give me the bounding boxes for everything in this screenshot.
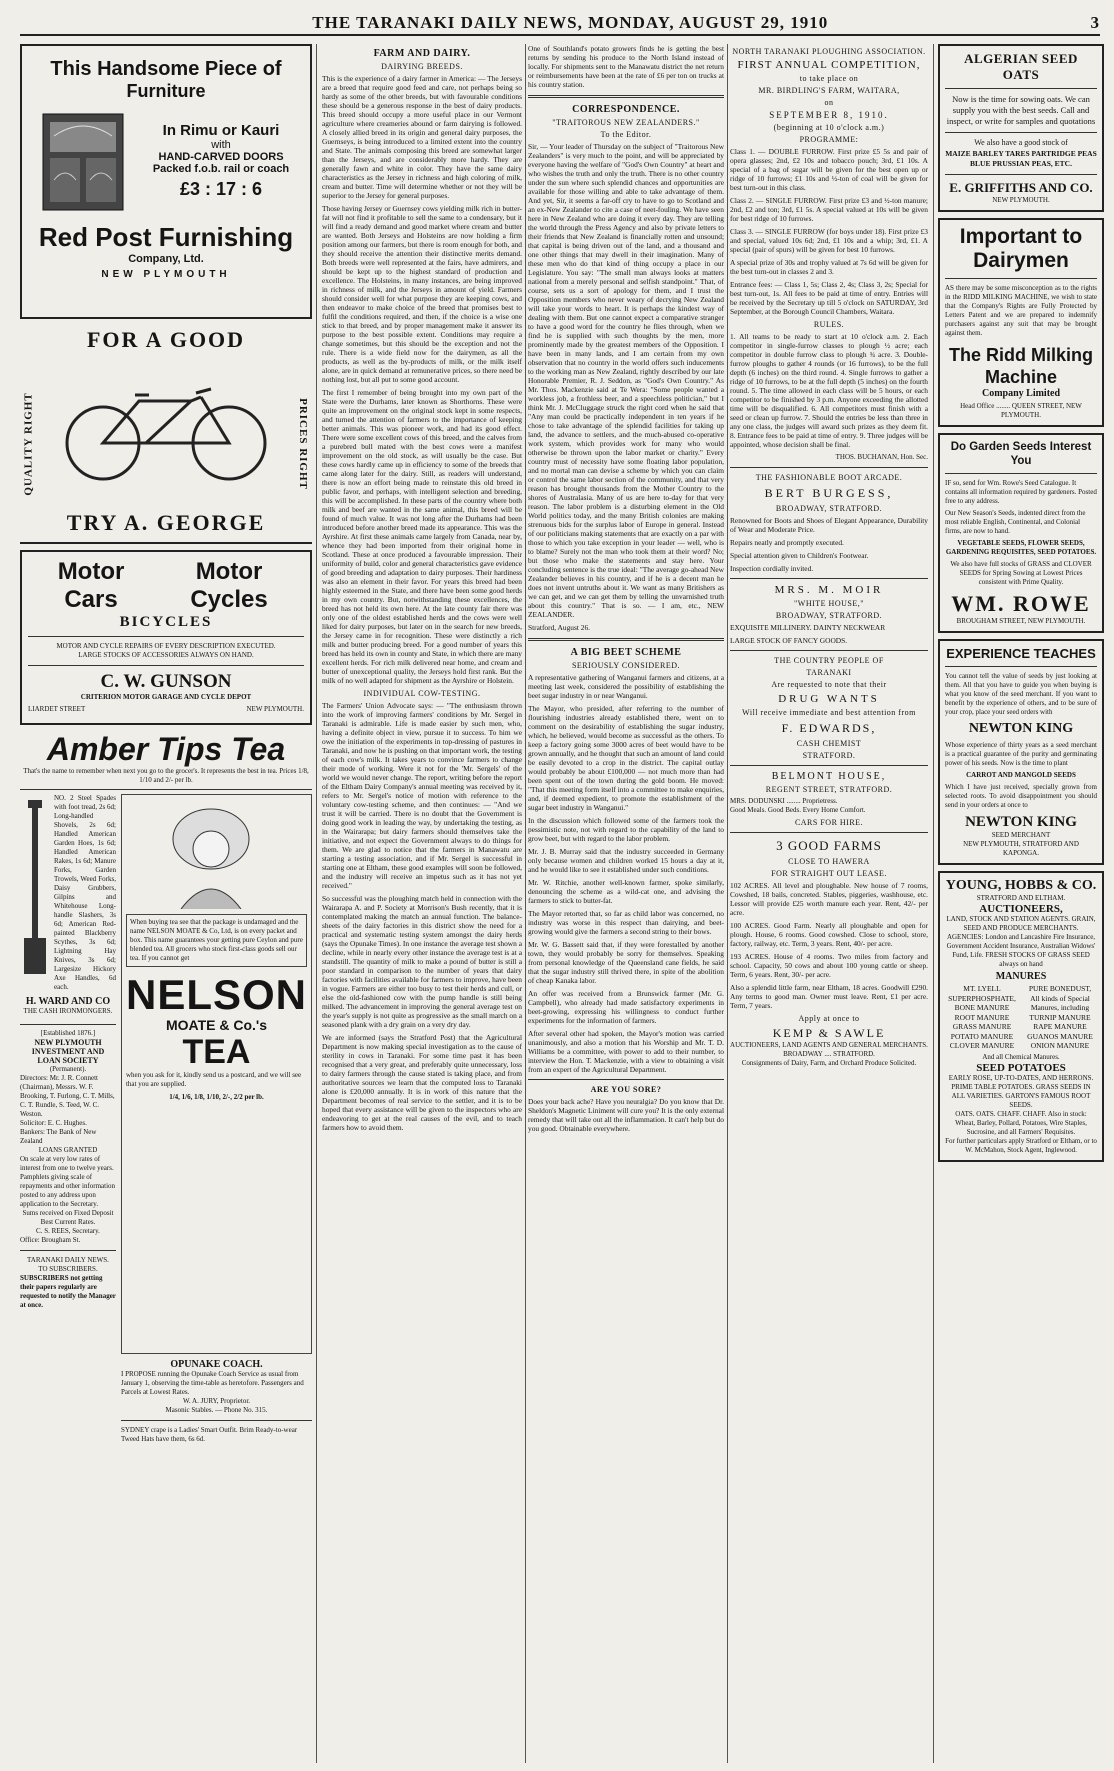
george-right-text: PRICES RIGHT (297, 398, 309, 490)
manure-left: CLOVER MANURE (949, 1041, 1015, 1050)
manure-right: TURNIP MANURE (1029, 1012, 1091, 1022)
red-post-ad (20, 44, 312, 319)
beet-sub: SERIOUSLY CONSIDERED. (571, 661, 681, 670)
gunson-name: C. W. GUNSON (100, 671, 232, 692)
column-3 (528, 44, 724, 1763)
young-t1: LAND, STOCK AND STATION AGENTS. GRAIN, SEED AND PRODUCE MERCHANTS. (946, 915, 1096, 932)
amber-ad (20, 731, 312, 790)
belmont-prop: MRS. DODUNSKI ........ Proprietress. (730, 797, 838, 805)
ridd-co: Company Limited (981, 388, 1061, 399)
farm-p5: So successful was the ploughing match held in connection with the Wairarapa A. and P. Society at Morrison's Bush recently, that it is contemplated making the match an annual function. The balance-sheets of the dairy factories in this district show the need for a practical and systematic testing system amongst the dairy herds (says the Opunake Times). In one instance the average test shown a decline, while in nearly every other instance the average test is at a standstill. The quantity of milk to make a pound of butter is still a poor standard in comparison to the number of years that dairy factories with facilities available for farmers to improve, have been in vogue. Farmers are either too busy to test their herds and cull, or else the old-fashioned cow with the pump handle is still being milked. The advancement in improving the general average test on the year's supply is not quite as progressive as the small march on a seasoned plank with a dry grain on a very dry day. (322, 894, 522, 1029)
red-post-line2: with (211, 139, 231, 151)
farm-p2: Those having Jersey or Guernsey cows yielding milk rich in butter-fat will not find it profitable to sell the same to a condensary, but it will find a ready demand and good market where cream and butter are wanted. Both Jerseys and Holsteins are now holding a firm position among our farmers, but there is room enough for both, and they should receive the attention their distinctive merits demand. Both breeds were well represented at the fairs, have admirers, and should be kept up to the highest standard of production and excellence. The Holsteins, in many instances, are being improved in richness of milk, and the Jerseys in amount of yield. Farmers should consider well for what purpose they are keeping cows, and then endeavor to make choice of the breed that promises best to fulfil the conditions required, and then, if the choice is a wise one stick to that breed, and by proper management make it answer its purpose to the best possible extent. Conditions may require a change sometimes, but this should be the exception and not the rule. There is a wide field now for the dairymen, as all the products, as well as the by-products of milk, or the milk itself alone, are in quick demand at remunerative prices, so there need be nothing lost, but all put to some good account. (322, 204, 522, 384)
opunake-prop: W. A. JURY, Proprietor. (182, 1397, 251, 1405)
inv-perm: (Permanent). (49, 1065, 87, 1073)
edwards-h1: THE COUNTRY PEOPLE OF (774, 656, 884, 665)
young-auct: AUCTIONEERS, (979, 903, 1063, 915)
inv-office: Office: Brougham St. (20, 1236, 81, 1244)
rowe-t4: We also have full stocks of GRASS and CLOVER SEEDS for Spring Sowing at Lowest Prices consistent with Prime Quality. (950, 560, 1092, 586)
manure-right: ONION MANURE (1030, 1041, 1090, 1050)
column-2 (322, 44, 522, 1763)
farms-apply: Apply at once to (798, 1014, 860, 1023)
manure-right: RAPE MANURE (1033, 1022, 1087, 1031)
farm-section-head: FARM AND DAIRY. (373, 48, 471, 59)
inv-loans-text: On scale at very low rates of interest from one to twelve years. (20, 1155, 114, 1172)
opunake-tel: Masonic Stables. — Phone No. 315. (165, 1406, 268, 1414)
griffiths-name: E. GRIFFITHS AND CO. (949, 180, 1093, 195)
beet-p8: An offer was received from a Brunswick farmer (Mr. G. Campbell), who already had made satisfactory experiments in beet-growing, expressing his willingness to conduct further experiments for the information of farmers. (528, 989, 724, 1025)
moir-house: "WHITE HOUSE," (794, 599, 864, 608)
plough-h3: to take place on (799, 74, 859, 83)
inv-est: [Established 1876.] (40, 1029, 96, 1037)
ridd-head: Important to Dairymen (959, 225, 1083, 272)
nelson-text2: when you ask for it, kindly send us a postcard, and we will see that you are supplied. (125, 1071, 302, 1088)
manure-right: GUANOS MANURE (1027, 1031, 1093, 1041)
rowe-name: WM. ROWE (951, 591, 1091, 616)
red-post-heading2: Furniture (126, 81, 206, 101)
plough-sec: THOS. BUCHANAN, Hon. Sec. (835, 453, 928, 461)
inv-sums: Sums received on Fixed Deposit Best Current Rates. (22, 1209, 114, 1226)
farm-p3: The first I remember of being brought into my own part of the State were the Durhams, later known as Shorthorns. These were quite an improvement on the original stock kept in some respects, and turned the attention of farmers to the importance of keeping better animals. This was pioneer work, and had its good effect. There were some excellent cows of this breed, and the calves from a purebred bull mated with the best cows were a manifest improvement on the old stock, as will usually be the case. But these cows hardly came up in efficiency to some of the breeds that came along later for the dairy. Still, as readers will understand, there is now an effort being made to reinstate this old breed in public favor, and perhaps, with intelligent selection and breeding, this will be accomplished. In these parts of the country where both milk and beef are wanted in the same animal, this breed will be found of much value. It was not long after the Durhams had been introduced before another breed made its appearance. This was the Ayrshire. At first these animals came largely from Canada, near by, whence they had been imported from their original home in Scotland. These at once produced a favourable impression. Their uniformity of build, color and general characteristics gave evidence of good breeding and adaptation to dairy purposes. Their hardiness was also an element in their favor. For years this breed had been highly esteemed in the State, and there have been some good herds in my own country. But, notwithstanding these excellences, the breed has not held its own here. At the late county fair there was only one of the oldest established herds and the cows were well liked for dairy purposes, but later on in the search for new breeds, the Jersey came in for recognition. These were distinctly a rich milk and butter producing breed. For a good number of years this breed has held its own in county and State, in which there are many excellent herds. For rich milk delivered near home, and cream and butter of unexceptional quality, the Jerseys hold first rank. But the milk of no well adapted for shipment as the Ayrshire or Holstein. (322, 388, 522, 685)
gunson-ad (20, 550, 312, 725)
corr-section-head: CORRESPONDENCE. (572, 104, 680, 115)
farms-f3: 193 ACRES. House of 4 rooms. Two miles from factory and school. Capacity, 50 cows and about 100 young cattle or sheep. Term, 6 years. Rent, 30/- per acre. (730, 952, 928, 979)
red-post-line4: Packed f.o.b. rail or coach (152, 163, 290, 175)
beet-p1: A representative gathering of Wanganui farmers and citizens, at a meeting last week, considered the possibility of establishing the beet sugar industry in or near Wanganui. (528, 673, 724, 700)
edwards-h2: TARANAKI (806, 668, 852, 677)
king-addr: NEW PLYMOUTH, STRATFORD AND KAPONGA. (963, 840, 1079, 857)
edwards-town: STRATFORD. (802, 751, 856, 760)
masthead-title: THE TARANAKI DAILY NEWS, MONDAY, AUGUST 29, 1910 (312, 13, 829, 32)
opunake-ad (121, 1359, 312, 1415)
inv-sec: C. S. REES, Secretary. (36, 1227, 100, 1235)
king-t3: CARROT AND MANGOLD SEEDS (966, 771, 1076, 779)
young-sub: STRATFORD AND ELTHAM. (976, 894, 1066, 902)
red-post-line3: HAND-CARVED DOORS (158, 151, 284, 163)
ridd-ad (938, 218, 1104, 427)
woman-illustration (126, 799, 276, 909)
gunson-h3: BICYCLES (119, 614, 213, 630)
farms-f1: 102 ACRES. All level and ploughable. New house of 7 rooms, Cowshed, 18 bails, concreted. Stables, piggeries, washhouse, etc. Lessor will provide £25 worth manure each year. Rent, 42/- per acre. (730, 881, 928, 917)
bicycle-illustration (51, 373, 281, 483)
corr-h1: "TRAITOROUS NEW ZEALANDERS." (552, 118, 700, 127)
ploughing-ad (730, 47, 928, 462)
farms-firm: KEMP & SAWLE (772, 1026, 886, 1040)
young-t5: Wheat, Barley, Pollard, Potatoes, Wire Staples, Sucrosine, and all Farmers' Requisites. (955, 1118, 1087, 1136)
page-number: 3 (1090, 13, 1100, 32)
plough-c2: Class 2. — SINGLE FURROW. First prize £3 and ½-ton manure; 2nd, £2 and ton; 3rd, £1 5s. A special valued at 10s will be given for best ridge of 10 furrows. (730, 196, 928, 223)
farms-f2: 100 ACRES. Good Farm. Nearly all ploughable and open for plough. House, 6 rooms. Good cowshed. Close to school, store, factory, railway, etc. Term, 3 years. Rent, 40/- per acre. (730, 921, 928, 948)
beet-p7: Mr. W. G. Bassett said that, if they were forestalled by another town, they would probably be sorry for themselves. Speaking from personal knowledge of the Queensland cane fields, he said that the sugar industry still thrived there, in spite of the abolition of cheap Kanaka labor. (528, 940, 724, 985)
burgess-arcade: THE FASHIONABLE BOOT ARCADE. (755, 473, 903, 482)
gunson-street: LIARDET STREET (28, 705, 86, 713)
moir-addr: BROADWAY, STRATFORD. (775, 611, 883, 620)
inv-loans: LOANS GRANTED (38, 1146, 98, 1154)
king-head: EXPERIENCE TEACHES (946, 646, 1096, 661)
corr-place: Stratford, August 26. (528, 623, 590, 632)
belmont-t1: Good Meals. Good Beds. Every Home Comfort. (730, 806, 866, 814)
corr-p1: Sir, — Your leader of Thursday on the subject of "Traitorous New Zealanders" is very much to the point, and will be appreciated by everyone having the welfare of "God's Own Country" at heart and who wishes the truth and only the truth. There is no other country under the sun where such splendid chances and opportunities are available for those willing and able to take advantage of them. And yet, Sir, it seems a far-off cry to have to go to Scotland and an ex-New Zealander to cite a case of neet-fouling. We have seen here in New Zealand who are doing it every day. They are telling the world through the Press Agency and also by private letters to their friends that New Zealand is financially rotten and unsound; that capital is being driven out of the land, and a thousand and one other things that may dwell in their imagination. Many of these men who do that kind of thing occupy a place in our Legislature. You say: "The small man always looks at matters national from a merely personal and selfish standpoint." That, of course, sets us a sort of apology for them, and I trust the Opposition members who never weary of decrying New Zealand will take your words to heart. It is perhaps the kindest way of dealing with them. But one cannot expect a comparative stranger to have a good word for the country he flies through, when we find he is supplied with such thoughts by the men, more prominently made by the greatest members of the Opposition. I have been in many lands, and I am certain from my own observation that no country in the world offers such inducements to the working man as New Zealand, rightly described by our late Honorable Premier, R. J. Seddon, as "God's Own Country." As Mr. Thos. Mackenzie said at Te Wera: "Some people wanted a workless job, a frothless beer, and a speechless politician," but I think Mr. J. McCluggage struck the right cord when he said that "Any man could be practically independent in ten years if he chose to take advantage of the splendid facilities for taking up land, the advance to settlers, and the much-abused co-operative work system, which provides work for many who would otherwise be thrown upon the labor market or charity." Every country must of necessity have some floating labor population, and no mortal man can devise a scheme by which you can claim or control the same labor section of the community, and that very reason has brought thousands from the Mother Country to the shores of Australasia. Many of us are here to-day for that very reason. The labor problem is a disturbing element in the Old World politics today, and the many British colonies are making strenuous bids for the surplus labor of Europe in general. Instead of our politicians making statements that are exactly on a par with those to which you take exception in your leader — well, who is to blame? Surely not the man who took them at their word? No; but those who make the statements and stay here. Your concluding sentence is the true ideal: "The average go-ahead New Zealander believes in his country, and if he is a decent man he does not invent untruths about it. We want as many Britishers as we can get, and we can get them by telling the unvarnished truth about this country." That is so. — I am, etc., NEW ZEALANDER. (528, 142, 724, 619)
farm-p6: We are informed (says the Stratford Post) that the Agricultural Department is now making special investigation as to the cause of sterility in cows in Taranaki. For some time past it has been recognised that a very great, and preferably quite unnecessary, loss to dairy farmers through the cause stated is taking place, and from authoritative sources we learn that the computed loss to Taranaki alone is £20,000 annually. It is in work of this nature that the Department becomes of real service to the settler, and it is to be hoped that every assistance will be given to the inspectors who are endeavoring to get at the real causes of the evil, and to teach farmers how to avoid them. (322, 1033, 522, 1132)
manure-left: BONE MANURE (954, 1003, 1010, 1012)
farms-h2: CLOSE TO HAWERA (788, 857, 870, 866)
young-t2: AGENCIES: London and Lancashire Fire Insurance, Government Accident Insurance, Australian Widows' Fund, Life. FRESH STOCKS OF GRASS SEED always on hand (946, 933, 1096, 968)
king-t1: You cannot tell the value of seeds by just looking at them. All that you have to guide you when buying is what you know of the seed merchant. If you want to benefit by the experience of others, and to be sure of your crop, place your seed orders with (945, 672, 1097, 716)
burgess-ad (730, 473, 928, 573)
inv-directors: Directors: Mr. J. R. Connett (Chairman), Messrs. W. F. Brooking, T. Furlong, C. T. Mills, C. T. Rundle, S. Teed, W. C. Weston. (20, 1074, 115, 1118)
column-1 (20, 44, 312, 1763)
farms-town: BROADWAY .... STRATFORD. (783, 1050, 875, 1058)
edwards-t1: Will receive immediate and best attention from (742, 708, 916, 717)
belmont-addr: REGENT STREET, STRATFORD. (765, 785, 893, 794)
farm-p4: The Farmers' Union Advocate says: — "The enthusiasm thrown into the work of improving farmers' conditions by Mr. Sergel in Taranaki is admirable. Life is made easier by such men, who, having a definite object in view, pursue it to success. To him we owe the initiation of the experiments in top-dressing of pastures in Taranaki, and now he is pushing on that important work, the testing of each cow's milk. It takes years to convince farmers to change their mode of working. Were it not for the 'Mr. Sergels' of the world we would never change. The report, writing before the report of the Eltham Dairy Company's annual meeting was received by it, refers to Mr. Sergel's notice of motion with reference to the voluntary cow-testing scheme, and then continues: — "And we trust it will be carried. There is no doubt that the Government is doing good work in leading the way, by undertaking the testing, as in the Wairarapa; but dairy farmers should themselves take the initiative, and not expect the Government always to do things for them. We are glad to notice that the farmers in Manawatu are starting a testing association, and if Mr. Sergel is successful in starting one at Eltham, these good examples will soon be followed, and the industry will receive an impetus such as it has not yet received." (322, 701, 522, 890)
plough-c4: A special prize of 30s and trophy valued at 7s 6d will be given for the best turn-out in classes 2 and 3. (730, 258, 928, 276)
plough-h4: MR. BIRDLING'S FARM, WAITARA, (758, 86, 900, 95)
farms-cons: Consignments of Dairy, Farm, and Orchard Produce Solicited. (741, 1059, 917, 1067)
manure-right: PURE BONEDUST, (1028, 984, 1092, 993)
gunson-l2: LARGE STOCKS OF ACCESSORIES ALWAYS ON HAND. (78, 651, 254, 659)
burgess-t4: Inspection cordially invited. (730, 564, 814, 573)
nelson-text1: When buying tea see that the package is undamaged and the name NELSON MOATE & Co, Ltd, is on every packet and box. This name guarantees your getting pure Ceylon and pure blended tea. All grocers who stock first-class goods sell our tea. If you cannot get (126, 914, 307, 967)
farms-ad (730, 838, 928, 1068)
gunson-h1: Motor Cars (57, 558, 125, 613)
burgess-name: BERT BURGESS, (764, 486, 894, 500)
moir-t1: EXQUISITE MILLINERY. DAINTY NECKWEAR (730, 623, 886, 632)
gunson-l3: CRITERION MOTOR GARAGE AND CYCLE DEPOT (80, 693, 252, 701)
young-name: YOUNG, HOBBS & CO. (945, 878, 1097, 893)
king-sub: SEED MERCHANT (991, 831, 1051, 839)
cabinet-illustration (28, 106, 138, 216)
gunson-h2: Motor Cycles (190, 558, 268, 613)
plough-prog: PROGRAMME: (799, 135, 859, 144)
nelson-brand2: MOATE & Co.'s (165, 1017, 268, 1033)
belmont-name: BELMONT HOUSE, (771, 771, 887, 782)
plough-rules: RULES. (813, 320, 845, 329)
edwards-name: F. EDWARDS, (781, 721, 877, 735)
moir-t2: LARGE STOCK OF FANCY GOODS. (730, 636, 848, 645)
young-seed: SEED POTATOES (976, 1061, 1066, 1074)
manure-left: ROOT MANURE (954, 1012, 1010, 1022)
subs-text: SUBSCRIBERS not getting their papers regularly are requested to notify the Manager at once. (20, 1274, 116, 1309)
rowe-addr: BROUGHAM STREET, NEW PLYMOUTH. (956, 617, 1086, 625)
nelson-brand: NELSON (125, 971, 307, 1018)
plough-c5: Entrance fees: — Class 1, 5s; Class 2, 4s; Class 3, 2s; Special for best turn-out, 1s. All fees to be paid at time of entry. Entries will be received by the Secretary up till 5 o'clock on SATURDAY, 3rd September, at the Borough Council Chambers, Waitara. (730, 280, 928, 316)
burgess-addr: BROADWAY, STRATFORD. (775, 504, 883, 513)
plough-r: 1. All teams to be ready to start at 10 o'clock a.m. 2. Each competitor in single-furrow classes to plough ½ acre; each competitor in double furrow class to plough ¾ acre. 3. Double-furrow ploughs to gather 4 rounds (or 16 furrows), to be the full depth (6 inches) on the third round. 4. Single furrows to gather a ridge of 10 furrows, to be at the full depth (5 inches) on the fourth round. 5. The time allowed in each class will be 5 hours, or each competitor to be finished by 3 p.m. Anyone exceeding the allotted time will be disqualified. 6. All competitors must finish with a seed or clean up furrow. 7. Should the entries be less than three in any one class, the judges will award such prizes as they deem fit. 8. Entrance fees to be paid at time of entry. 9. Three judges will be appointed, whose decision shall be final. (730, 332, 928, 449)
belmont-t2: CARS FOR HIRE. (794, 818, 864, 827)
opunake-text: I PROPOSE running the Opunake Coach Service as usual from January 1, observing the time-table as heretofore. Passengers and Parcels at Lowest Rates. (120, 1370, 304, 1396)
ridd-name: The Ridd Milking Machine (949, 345, 1093, 387)
farm-h1: DAIRYING BREEDS. (381, 62, 463, 71)
farms-h3: FOR STRAIGHT OUT LEASE. (771, 869, 887, 878)
burgess-t1: Renowned for Boots and Shoes of Elegant Appearance, Durability of Wear and Moderate Price. (730, 516, 928, 534)
nelson-ad (121, 794, 312, 1354)
george-footer: TRY A. GEORGE (66, 510, 266, 535)
sore-head: ARE YOU SORE? (590, 1085, 662, 1094)
sydney-text: SYDNEY crape is a Ladies' Smart Outfit. Brim Ready-to-wear Tweed Hats have them, 6s 6d. (120, 1426, 298, 1443)
amber-text: That's the name to remember when next you go to the grocer's. It represents the best in tea. Prices 1/8, 1/10 and 2/- per lb. (23, 767, 309, 784)
inv-pamphlets: Pamphlets giving scale of repayments and other information posted to any address upon application to the Secretary. (20, 1173, 116, 1208)
plough-c1: Class 1. — DOUBLE FURROW. First prize £5 5s and pair of opera glasses; 2nd, £2 10s and tobacco pouch; 3rd, £1 10s. A special of a bag of sugar will be given for the best open up or ridge of 10 furrows; £1 10s and ½-ton of coal will be given for best turn-out in this class. (730, 147, 928, 192)
spade-fork-illustration (20, 798, 52, 978)
george-left-text: QUALITY RIGHT (23, 392, 36, 496)
george-ad (20, 327, 312, 544)
nelson-tea: TEA (182, 1033, 251, 1071)
griffiths-t1: Now is the time for sowing oats. We can supply you with the best seeds. Call and inspect, or write for samples and quotations (946, 94, 1096, 126)
beet-p3: In the discussion which followed some of the farmers took the pessimistic note, not with regard to the capability of the land to grow beet, but with regard to the labor problem. (528, 816, 724, 843)
plough-date: SEPTEMBER 8, 1910. (769, 110, 889, 120)
beet-p6: The Mayor retorted that, so far as child labor was concerned, no industry was worse in this respect than dairying, and beet-growing would give the farmers a second string to their bows. (528, 909, 724, 936)
red-post-company: Red Post Furnishing (38, 222, 294, 252)
young-hobbs-ad (938, 871, 1104, 1162)
gunson-l1: MOTOR AND CYCLE REPAIRS OF EVERY DESCRIPTION EXECUTED. (56, 642, 276, 650)
burgess-t2: Repairs neatly and promptly executed. (730, 538, 844, 547)
griffiths-ad (938, 44, 1104, 212)
ward-ad (20, 794, 116, 1025)
inv-solicitor: Solicitor: E. C. Hughes. (20, 1119, 87, 1127)
farms-f4: Also a splendid little farm, near Eltham, 18 acres. Goodwill £290. Any terms to good man. Owner must leave. Rent, £1 per acre. Term, 7 years. (730, 983, 928, 1010)
nelson-prices: 1/4, 1/6, 1/8, 1/10, 2/-, 2/2 per lb. (169, 1093, 264, 1101)
corr-to: To the Editor. (600, 130, 652, 139)
newton-king-ad (938, 639, 1104, 865)
griffiths-t2: We also have a good stock of (974, 138, 1068, 147)
farm-h2: INDIVIDUAL COW-TESTING. (363, 689, 481, 698)
belmont-ad (730, 771, 928, 827)
griffiths-t3: MAIZE BARLEY TARES PARTRIDGE PEAS BLUE PRUSSIAN PEAS, ETC. (945, 149, 1097, 168)
red-post-company2: Company, Ltd. (128, 253, 204, 265)
george-heading: FOR A GOOD (86, 327, 246, 352)
king-t4: Which I have just received, specially grown from selected roots. To avoid disappointment you should send in your orders at once to (945, 783, 1097, 809)
manure-right: All kinds of Special Manures, including (1030, 993, 1090, 1012)
rowe-t2: Our New Season's Seeds, indented direct from the most reliable English, Continental, and Colonial firms, are now to hand. (945, 509, 1086, 535)
ridd-office: Head Office ........ QUEEN STREET, NEW PLYMOUTH. (960, 402, 1082, 419)
sore-text: Does your back ache? Have you neuralgia? Do you know that Dr. Sheldon's Magnetic Liniment will cure you? It is the only external remedy that will take out all the inflammation. It can't help but do you good. Obtainable everywhere. (528, 1097, 724, 1133)
manure-left: GRASS MANURE (952, 1022, 1012, 1031)
manure-left: MT. LYELL SUPERPHOSPHATE, (948, 984, 1016, 1003)
subs-sub: TO SUBSCRIBERS. (38, 1265, 98, 1273)
red-post-line1: In Rimu or Kauri (162, 122, 280, 139)
beet-head: A BIG BEET SCHEME (570, 647, 682, 658)
edwards-h3: Are requested to note that their (771, 680, 887, 689)
ward-text: NO. 2 Steel Spades with foot tread, 2s 6d; Long-handled Shovels, 2s 6d; Handled American Garden Hoes, 1s 6d; Handled American Rakes, 1s 6d; Manure Forks, Garden Trowels, Weed Forks, Daisy Grubbers, Gilpins and Whitehouse Long-handle Slashers, 3s 6d; American Red-painted Blackberry Scythes, 3s 6d; Lightning Hay Knives, 3s 6d; Largesize Hickory Axe Handles, 6d each. (54, 794, 116, 991)
ridd-t1: AS there may be some misconception as to the rights in the RIDD MILKING MACHINE, we wish to state that the Company's Rights are Fully Protected by Letters Patent and we are prepared to indemnify purchasers against any suit that may be brought against them. (945, 284, 1097, 337)
king-name2: NEWTON KING (965, 814, 1077, 830)
young-t4: OATS. OATS. CHAFF. CHAFF. Also in stock: (955, 1109, 1087, 1118)
farms-h1: 3 GOOD FARMS (776, 838, 882, 853)
young-chem: And all Chemical Manures. (982, 1052, 1060, 1061)
subs-head: TARANAKI DAILY NEWS. (27, 1256, 109, 1264)
edwards-ad (730, 656, 928, 760)
column-5 (938, 44, 1104, 1763)
moir-name: MRS. M. MOIR (774, 584, 884, 596)
farm-p1: This is the experience of a dairy farmer in America: — The Jerseys are a breed that require good feed and care, not perhaps being so hardy as some of the other breeds, but with favourable conditions these should be a generous response in the best of dairy products. This breed should occupy a more useful place in our Vermont agriculture where creameries abound or farm dairying is followed. A closely allied breed in its origin and general dairy purposes, the Guernseys, is being introduced to a limited extent into the country and State. The animals composing this breed are somewhat larger than the Jerseys, and are considerably more hardy. They are generally fawn and white in color. They have the same dairy characteristics as the Jersey in richness and high coloring of milk, cream and butter. Time will determine whether or not they will be superior to the Jersey for general purposes. (322, 74, 522, 200)
burgess-t3: Special attention given to Children's Footwear. (730, 551, 869, 560)
young-manures: MANURES (995, 971, 1047, 982)
red-post-town: NEW PLYMOUTH (101, 269, 231, 280)
rowe-head: Do Garden Seeds Interest You (950, 441, 1092, 467)
farms-firm2: AUCTIONEERS, LAND AGENTS AND GENERAL MERCHANTS. (730, 1041, 928, 1049)
gunson-town: NEW PLYMOUTH. (246, 705, 304, 713)
griffiths-town: NEW PLYMOUTH. (992, 196, 1050, 204)
plough-h5: on (824, 98, 834, 107)
red-post-price: £3 : 17 : 6 (179, 179, 263, 199)
subscribers-notice (20, 1256, 116, 1310)
plough-time: (beginning at 10 o'clock a.m.) (773, 123, 885, 132)
young-t6: For further particulars apply Stratford or Eltham, or to W. McMahon, Stock Agent, Inglewood. (945, 1136, 1097, 1154)
moir-ad (730, 584, 928, 645)
king-t2: Whose experience of thirty years as a seed merchant is a practical guarantee of the purity and germinating power of his seeds. Now is the time to plant (945, 741, 1097, 767)
right-subcolumn (121, 794, 312, 1444)
left-subcolumn (20, 794, 116, 1444)
beet-p4: Mr. J. B. Murray said that the industry succeeded in Germany only because women and children worked 15 hours a day at it, and he would like to see it established under such conditions. (528, 847, 724, 874)
opunake-head: OPUNAKE COACH. (170, 1359, 263, 1370)
investment-ad (20, 1029, 116, 1245)
plough-c3: Class 3. — SINGLE FURROW (for boys under 18). First prize £3 and special, valued 10s 6d; 2nd, £1 10s and a whip; 3rd, £1. A special (pair of spurs) will be given for best 10 furrows. (730, 227, 928, 254)
inv-bankers: Bankers: The Bank of New Zealand (20, 1128, 97, 1145)
young-t3: EARLY ROSE, UP-TO-DATES, AND HERRONS. PRIME TABLE POTATOES. GRASS SEEDS IN ALL VARIETIES. GARTON'S FAMOUS ROOT SEEDS. (948, 1073, 1094, 1109)
king-name1: NEWTON KING (968, 721, 1074, 736)
inv-name: NEW PLYMOUTH INVESTMENT AND LOAN SOCIETY (31, 1038, 105, 1065)
edwards-sub: CASH CHEMIST (796, 739, 862, 748)
plough-h1: NORTH TARANAKI PLOUGHING ASSOCIATION. (732, 47, 926, 56)
column-4 (730, 44, 928, 1763)
red-post-heading1: This Handsome Piece of (50, 58, 282, 80)
griffiths-head: ALGERIAN SEED OATS (964, 51, 1078, 82)
rowe-t1: IF so, send for Wm. Rowe's Seed Catalogue. It contains all information required by gardeners. Posted free to any address. (945, 479, 1097, 505)
manure-left: POTATO MANURE (950, 1031, 1014, 1041)
beet-p9: After several other had spoken, the Mayor's motion was carried unanimously, and also a motion that his Worship and Mr. T. D. Williams be a committee, with power to add to their number, to interview the Hon. T. Mackenzie, with a view to obtaining a visit from an expert of the Agricultural Department. (528, 1029, 724, 1074)
masthead (20, 12, 1100, 36)
farm-p7: One of Southland's potato growers finds he is getting the best returns by sending his produce to the North Island instead of locally. For shipments sent to the Manawatu district the net return or reimbursements have been at the rate of £6 per ton on trucks at his country station. (528, 44, 724, 89)
rowe-ad (938, 433, 1104, 633)
beet-p5: Mr. W. Ritchie, another well-known farmer, spoke similarly, denouncing the scheme as a wild-cat one, and advising the farmers to stick to butter-fat. (528, 878, 724, 905)
rowe-t3: VEGETABLE SEEDS, FLOWER SEEDS, GARDENING REQUISITES, SEED POTATOES. (945, 539, 1097, 556)
ward-name: H. WARD AND CO (25, 996, 111, 1007)
amber-title: Amber Tips Tea (46, 731, 286, 767)
beet-p2: The Mayor, who presided, after referring to the number of flourishing industries already established there, went on to comment on the desirability of establishing the sugar industry, which, he believed, would become as successful as the others. To keep a factory going some 3000 acres of beet would have to be grown annually, and he thought that such an amount of land could be easily devoted to a crop in the district. The capital outlay would probably be about £100,000 — not much more than had been spent out of the town during the gold boom. He moved: "That this meeting form itself into a committee to make enquiries, and, if deemed expedient, to promote the establishment of the sugar beet industry in Wanganui." (528, 704, 724, 812)
ward-sub: THE CASH IRONMONGERS. (23, 1007, 113, 1015)
edwards-drug: DRUG WANTS (778, 693, 880, 705)
plough-h2: FIRST ANNUAL COMPETITION, (737, 59, 921, 71)
